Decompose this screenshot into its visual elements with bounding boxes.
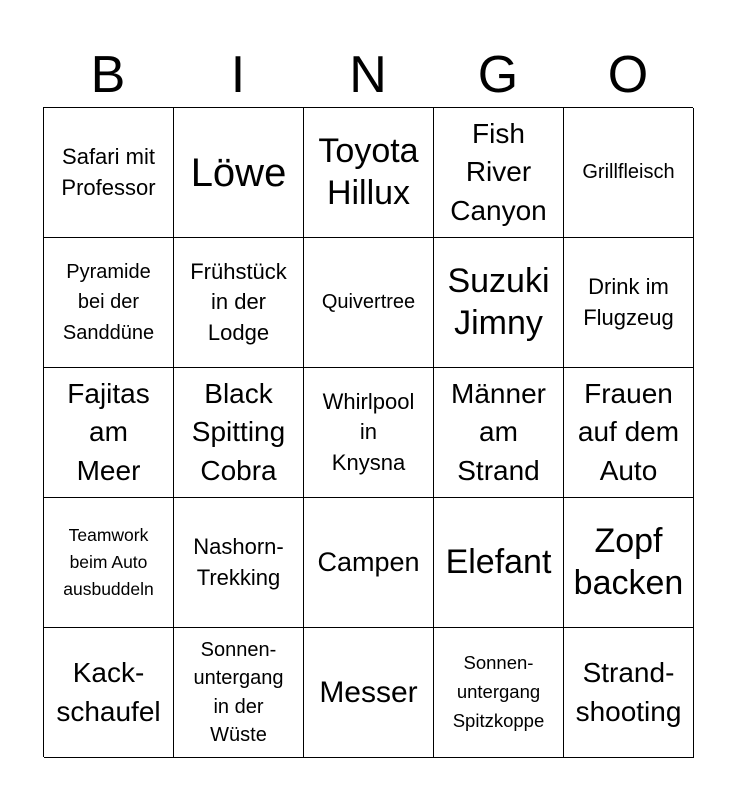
header-letter-i: I [230,46,246,104]
cell-text: Sonnen- untergang in der Wüste [193,638,284,746]
cell-text: Safari mit Professor [61,144,156,200]
bingo-cell[interactable] [44,108,174,238]
bingo-cell[interactable] [174,498,304,628]
cell-text: Sonnen- untergang Spitzkoppe [452,652,545,731]
bingo-cell[interactable] [564,628,694,758]
cell-text: Fajitas am Meer [67,377,150,486]
bingo-cell[interactable] [44,498,174,628]
cell-text: Black Spitting Cobra [191,377,286,486]
cell-text: Quivertree [321,291,416,314]
cell-text: Frühstück in der Lodge [190,258,287,345]
cell-text: Fish River Canyon [450,117,547,226]
bingo-cell[interactable] [434,238,564,368]
cell-text: Suzuki Jimny [447,262,550,342]
header-letter-b: B [90,46,126,104]
bingo-cell[interactable] [174,108,304,238]
bingo-cell[interactable] [304,498,434,628]
bingo-cell[interactable] [304,368,434,498]
header-letter-o: O [607,46,649,104]
bingo-cell[interactable] [304,628,434,758]
bingo-header [43,44,693,106]
bingo-cell[interactable] [564,108,694,238]
cell-text: Löwe [190,150,287,195]
cell-text: Kack- schaufel [56,656,161,727]
cell-text: Grillfleisch [582,161,675,184]
cell-text: Männer am Strand [451,377,546,486]
bingo-cell[interactable] [304,108,434,238]
bingo-cell[interactable] [434,368,564,498]
cell-text: Strand- shooting [575,656,682,727]
bingo-cell[interactable] [434,498,564,628]
cell-text: Pyramide bei der Sanddüne [62,260,155,344]
cell-text: Drink im Flugzeug [583,274,674,330]
bingo-cell[interactable] [174,368,304,498]
cell-text: Messer [319,675,418,709]
bingo-cell[interactable] [434,628,564,758]
cell-text: Elefant [445,542,552,581]
cell-text: Whirlpool in Knysna [322,388,415,475]
header-letter-n: N [349,46,387,104]
bingo-cell[interactable] [44,238,174,368]
bingo-cell[interactable] [174,628,304,758]
bingo-cell[interactable] [304,238,434,368]
cell-text: Frauen auf dem Auto [577,377,680,486]
bingo-cell[interactable] [434,108,564,238]
bingo-cell[interactable] [564,368,694,498]
bingo-cell[interactable] [564,498,694,628]
bingo-cell[interactable] [174,238,304,368]
cell-text: Nashorn- Trekking [193,534,284,590]
bingo-cell[interactable] [44,368,174,498]
bingo-board [43,107,693,757]
cell-text: Zopf backen [573,522,684,602]
header-letter-g: G [477,46,519,104]
cell-text: Teamwork beim Auto ausbuddeln [63,524,154,600]
bingo-cell[interactable] [44,628,174,758]
cell-text: Campen [317,546,420,577]
cell-text: Toyota Hillux [318,132,419,212]
bingo-cell[interactable] [564,238,694,368]
